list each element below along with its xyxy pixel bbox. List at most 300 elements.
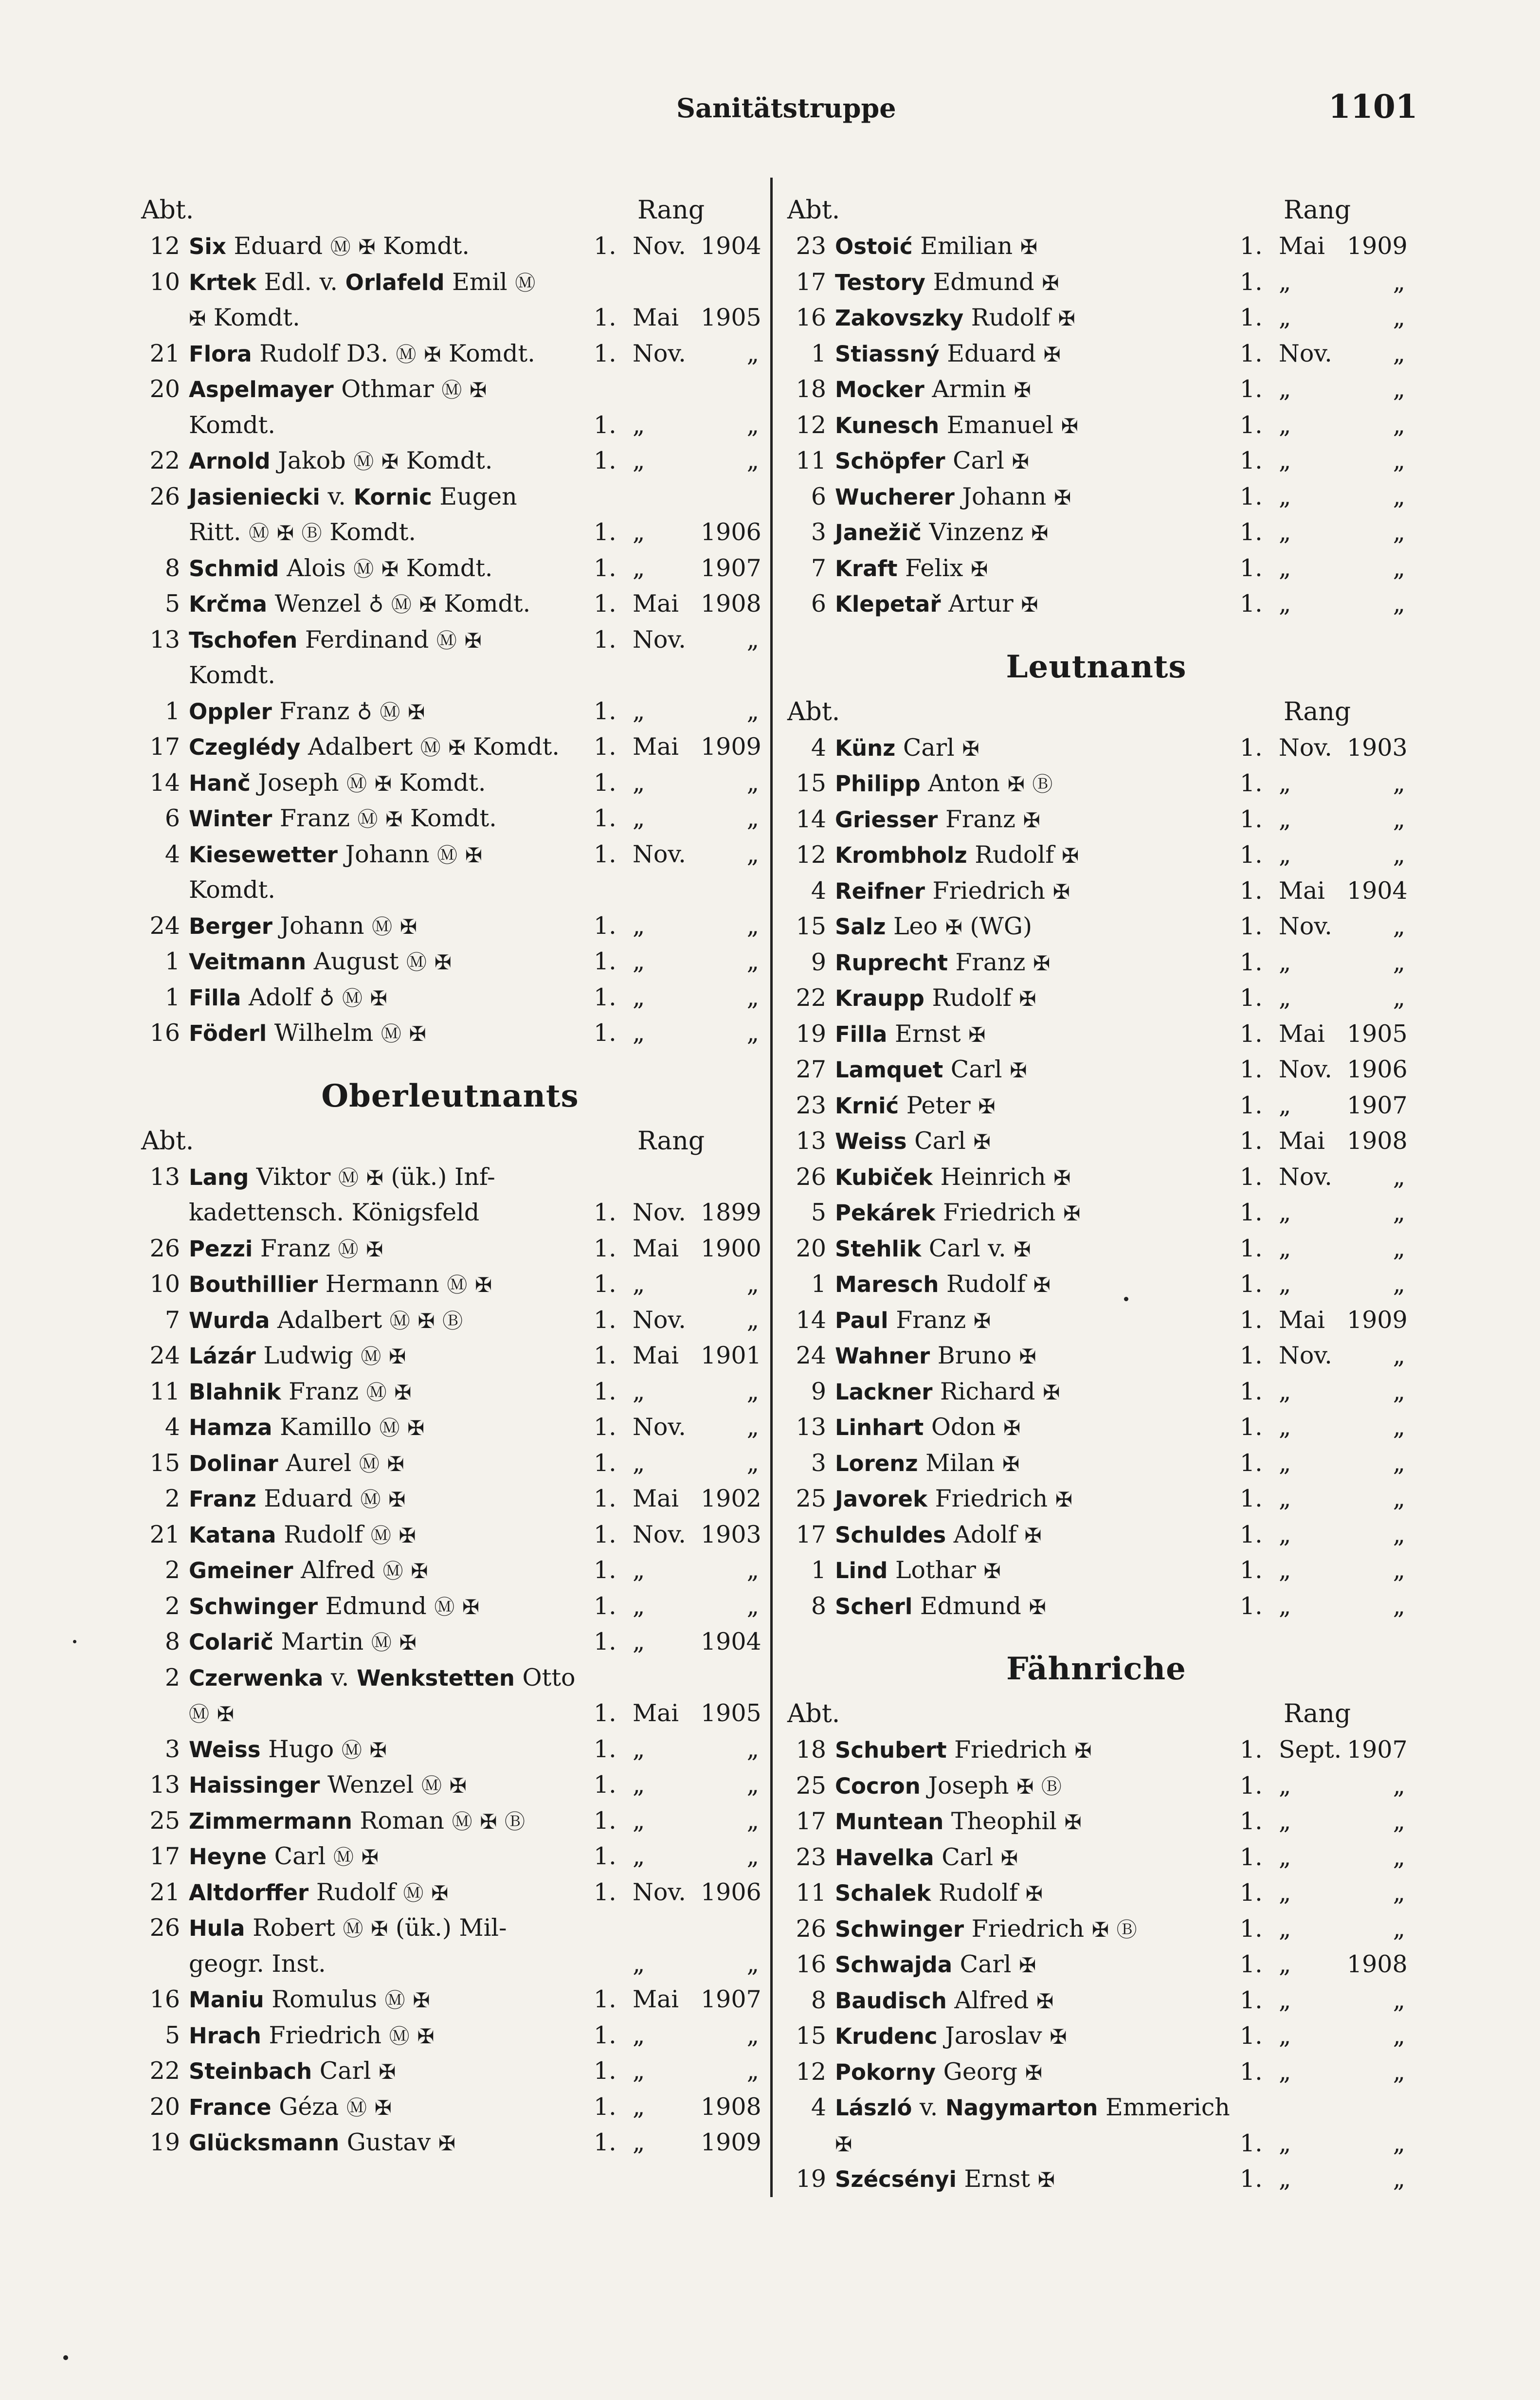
officer-name	[835, 336, 1061, 373]
rank-date	[1240, 837, 1405, 873]
rank-day: 1.	[1240, 912, 1263, 940]
continuation-text	[189, 657, 275, 693]
rank-year: „	[1393, 268, 1405, 296]
surname-part: Nagymarton	[945, 2095, 1098, 2121]
given-name: Jakob	[278, 447, 346, 474]
division-number: 6	[811, 482, 826, 510]
m-circle-icon: Ⓜ	[380, 700, 400, 724]
rank-year: „	[1393, 482, 1405, 510]
division-number: 4	[811, 876, 826, 905]
rank-day: 1.	[594, 911, 616, 940]
cross-decoration-icon: ✠	[407, 1416, 425, 1440]
given-name: Friedrich	[269, 2021, 382, 2049]
entry-note: Komdt.	[383, 232, 470, 260]
list-item	[131, 1588, 769, 1624]
entry-note: Komdt.	[406, 554, 493, 582]
cross-decoration-icon: ✠	[1019, 987, 1036, 1011]
rank-day: 1.	[594, 1377, 616, 1405]
cross-decoration-icon: ✠	[381, 450, 399, 473]
division-number: 24	[149, 1342, 180, 1369]
rank-day: 1.	[594, 1771, 616, 1799]
rank-date	[594, 1624, 759, 1660]
division-number: 2	[164, 1556, 180, 1584]
cross-decoration-icon: ✠	[1029, 1595, 1046, 1619]
rank-year: „	[1393, 554, 1405, 582]
cross-decoration-icon: ✠	[1050, 2025, 1067, 2049]
rank-day: 1.	[1240, 841, 1263, 869]
given-name: Alois	[287, 554, 346, 582]
surname: Weiss	[835, 1128, 907, 1154]
list-item	[131, 1445, 769, 1481]
list-item	[778, 1875, 1415, 1911]
rank-year: 1908	[701, 2092, 761, 2121]
rank-month: „	[1279, 268, 1291, 296]
rank-year: „	[1393, 304, 1405, 331]
officer-name	[835, 1302, 991, 1339]
rank-year: „	[1393, 912, 1405, 940]
m-circle-icon: Ⓜ	[338, 1237, 359, 1261]
rank-day: 1.	[1240, 1270, 1263, 1298]
rank-day: 1.	[1240, 805, 1263, 833]
officer-name	[835, 479, 1071, 516]
list-item	[131, 2018, 769, 2054]
continuation-text	[189, 514, 416, 551]
list-item	[778, 1911, 1415, 1947]
rank-year: „	[1393, 1807, 1405, 1835]
surname: Arnold	[189, 448, 271, 474]
continuation-text	[189, 407, 275, 443]
given-name: Carl	[950, 1055, 1002, 1083]
continuation-label: Komdt.	[189, 661, 275, 689]
officer-name	[189, 550, 492, 587]
rank-year: 1908	[701, 590, 761, 618]
officer-name	[189, 1445, 404, 1482]
officer-name	[835, 1552, 1001, 1589]
given-name: Wilhelm	[274, 1019, 374, 1047]
officer-name	[189, 1588, 479, 1625]
rank-month: Nov.	[1279, 339, 1332, 367]
section-title: Fähnriche	[1006, 1651, 1186, 1687]
rank-year: „	[1393, 1771, 1405, 1800]
list-item	[778, 1159, 1415, 1195]
division-number: 10	[149, 268, 180, 296]
rank-month: Mai	[633, 1342, 679, 1369]
rank-month: „	[1279, 1234, 1291, 1262]
rank-date	[1240, 765, 1405, 801]
rank-date	[594, 2053, 759, 2089]
rank-date	[594, 836, 759, 873]
rank-day: 1.	[1240, 733, 1263, 762]
list-item	[131, 1803, 769, 1839]
list-item	[778, 1946, 1415, 1982]
rank-day: 1.	[594, 2092, 616, 2121]
officer-name	[835, 514, 1048, 551]
rank-date	[594, 1695, 759, 1731]
cross-decoration-icon: ✠	[1061, 844, 1079, 868]
rank-year: 1900	[701, 1234, 761, 1262]
list-item-continuation	[131, 1946, 769, 1982]
rank-year: „	[1393, 769, 1405, 797]
given-name: Anton	[928, 769, 1000, 797]
surname: Kraft	[835, 555, 898, 582]
division-number: 13	[796, 1413, 826, 1441]
rank-year: „	[746, 1413, 759, 1441]
cross-decoration-icon: ✠	[407, 700, 425, 724]
list-item	[131, 1660, 769, 1696]
surname: Jasieniecki	[189, 484, 320, 510]
list-item-continuation	[131, 514, 769, 550]
rank-month: Nov.	[633, 1878, 686, 1906]
cross-decoration-icon: ✠	[417, 1309, 435, 1333]
rank-year: „	[1393, 984, 1405, 1012]
print-speck	[63, 2355, 68, 2360]
cross-decoration-icon: ✠	[1063, 1201, 1081, 1225]
rank-date	[594, 443, 759, 479]
list-item	[778, 1374, 1415, 1410]
surname: Havelka	[835, 1844, 934, 1871]
list-item	[778, 1839, 1415, 1875]
surname: Weiss	[189, 1736, 261, 1763]
list-item	[131, 1767, 769, 1803]
rank-month: „	[633, 983, 645, 1011]
list-item-continuation	[131, 300, 769, 336]
rank-month: „	[633, 1842, 645, 1870]
surname: Dolinar	[189, 1450, 278, 1476]
given-name: Aurel	[286, 1449, 352, 1477]
officer-name	[189, 1231, 383, 1268]
surname: Franz	[189, 1486, 256, 1512]
given-name: Franz	[955, 948, 1026, 976]
given-name: Georg	[943, 2057, 1018, 2086]
division-number: 11	[796, 447, 826, 474]
rank-day: 1.	[1240, 1055, 1263, 1083]
rank-date	[594, 729, 759, 765]
division-number: 15	[796, 912, 826, 940]
m-circle-icon: Ⓜ	[366, 1380, 387, 1404]
rank-month: „	[633, 768, 645, 797]
rank-date	[1240, 228, 1408, 264]
cross-decoration-icon: ✠	[1054, 485, 1071, 509]
given-name: Rudolf	[946, 1270, 1026, 1298]
rank-day: 1.	[1240, 447, 1263, 474]
rank-month: „	[1279, 411, 1291, 439]
officer-name	[835, 443, 1029, 480]
rank-date	[594, 1517, 759, 1553]
rank-year: „	[746, 1771, 759, 1799]
rank-date	[594, 514, 759, 550]
rank-year: „	[746, 1449, 759, 1477]
given-name-part: Eugen	[439, 482, 517, 510]
officer-name	[835, 1123, 991, 1160]
officer-name	[189, 2125, 455, 2162]
rank-day: 1.	[1240, 1520, 1263, 1548]
rank-date	[1240, 1552, 1405, 1588]
rank-month: „	[1279, 1520, 1291, 1548]
division-number: 4	[164, 840, 180, 868]
rank-year: „	[746, 1842, 759, 1870]
given-name: Kamillo	[280, 1413, 372, 1441]
b-circle-icon: Ⓑ	[1032, 772, 1053, 796]
m-circle-icon: Ⓜ	[359, 1452, 380, 1476]
given-name: Vinzenz	[929, 518, 1024, 546]
surname: Ostoić	[835, 234, 913, 259]
rank-date	[594, 1338, 759, 1374]
rank-year: „	[746, 983, 759, 1011]
list-item	[131, 729, 769, 765]
rank-date	[1240, 1982, 1405, 2018]
officer-name	[835, 1946, 1036, 1983]
section-title: Leutnants	[1006, 648, 1187, 685]
division-number: 7	[164, 1306, 180, 1334]
surname: Pekárek	[835, 1200, 936, 1226]
surname: Czerwenka	[189, 1665, 324, 1691]
rank-month: „	[1279, 447, 1291, 474]
division-number: 10	[149, 1270, 180, 1298]
surname: Aspelmayer	[189, 377, 334, 402]
cross-decoration-icon: ✠	[449, 1774, 467, 1798]
m-circle-icon: Ⓜ	[370, 1523, 391, 1547]
rank-date	[1240, 407, 1405, 443]
cross-decoration-icon: ✠	[1007, 772, 1025, 796]
officer-name	[835, 945, 1050, 982]
list-item	[131, 1481, 769, 1517]
rank-day: 1.	[1240, 876, 1263, 905]
given-name: August	[313, 947, 399, 975]
rank-day: 1.	[1240, 769, 1263, 797]
officer-name	[835, 2090, 1230, 2126]
list-item	[131, 1374, 769, 1410]
list-item	[131, 1409, 769, 1445]
cross-decoration-icon: ✠	[1033, 951, 1051, 975]
given-name: Carl	[960, 1950, 1012, 1978]
rank-date	[594, 908, 759, 944]
officer-name	[189, 1982, 430, 2018]
rank-year: 1905	[701, 304, 761, 331]
cross-decoration-icon: ✠	[379, 2060, 396, 2084]
rank-year: 1904	[1347, 876, 1408, 905]
given-name: Eduard	[947, 339, 1036, 367]
given-name-part: Emil	[452, 268, 507, 296]
rank-year: „	[1393, 375, 1405, 403]
column-header	[778, 694, 1415, 730]
rank-date	[1240, 371, 1405, 407]
cross-decoration-icon: ✠	[361, 1845, 379, 1869]
rank-date	[1240, 1839, 1405, 1875]
rank-day: 1.	[594, 1806, 616, 1835]
rank-day: 1.	[594, 1699, 616, 1727]
rank-year: 1907	[1347, 1736, 1408, 1764]
surname: Wahner	[835, 1343, 930, 1369]
list-item	[778, 1517, 1415, 1553]
officer-name	[835, 264, 1059, 301]
officer-name	[189, 1767, 467, 1804]
rank-month: „	[633, 697, 645, 725]
rank-year: „	[1393, 1914, 1405, 1943]
cross-decoration-icon: ✠	[945, 915, 962, 939]
division-number: 1	[811, 1270, 826, 1298]
surname: Klepetař	[835, 591, 941, 617]
rank-month: „	[1279, 1771, 1291, 1800]
rank-date	[1240, 2126, 1405, 2162]
rank-month: „	[1279, 1950, 1291, 1978]
rank-date	[1240, 1732, 1408, 1768]
officer-name	[835, 2161, 1055, 2198]
rank-month: „	[633, 1449, 645, 1477]
rank-month: Sept.	[1279, 1736, 1342, 1764]
rank-month: „	[633, 1806, 645, 1835]
rank-year: 1903	[701, 1520, 761, 1548]
surname: Lackner	[835, 1379, 933, 1405]
rank-day: 1.	[594, 1628, 616, 1655]
m-circle-icon: Ⓜ	[341, 1738, 362, 1762]
rank-day: 1.	[1240, 1449, 1263, 1477]
column-header-rang: Rang	[637, 196, 705, 225]
rank-month: Mai	[633, 1699, 679, 1727]
given-name-part: Emmerich	[1105, 2093, 1230, 2121]
rank-year: „	[746, 339, 759, 367]
division-number: 25	[149, 1806, 180, 1835]
rank-month: „	[633, 1019, 645, 1047]
rank-year: „	[1393, 948, 1405, 976]
given-name: Armin	[932, 375, 1006, 403]
list-item	[778, 909, 1415, 945]
division-number: 21	[149, 1878, 180, 1906]
column-header	[778, 1696, 1415, 1732]
rank-date	[594, 1195, 759, 1231]
rank-year: „	[1393, 1879, 1405, 1907]
officer-name	[189, 1015, 426, 1052]
officer-name	[835, 909, 1032, 945]
cross-decoration-icon: ✠	[1012, 450, 1029, 473]
rank-day: 1.	[1240, 1771, 1263, 1800]
rank-month: „	[633, 1592, 645, 1620]
given-name: Joseph	[928, 1771, 1009, 1800]
m-circle-icon: Ⓜ	[333, 1845, 354, 1869]
m-circle-icon: Ⓜ	[420, 736, 441, 760]
given-name: Edl. v.	[264, 268, 338, 296]
list-item-continuation	[778, 2126, 1415, 2162]
surname: Stiassný	[835, 341, 940, 367]
division-number: 19	[149, 2128, 180, 2156]
officer-name	[835, 300, 1075, 337]
rank-day: 1.	[1240, 1914, 1263, 1943]
rank-month: „	[1279, 1986, 1291, 2014]
rank-date	[1240, 1768, 1405, 1804]
continuation-label: Komdt.	[189, 876, 275, 904]
given-name: Friedrich	[954, 1736, 1067, 1764]
rank-year: „	[746, 1019, 759, 1047]
officer-name	[835, 1911, 1137, 1948]
surname: Gmeiner	[189, 1558, 293, 1583]
given-name: Wenzel	[274, 590, 361, 618]
list-item	[131, 1159, 769, 1195]
rank-date	[594, 1982, 759, 2018]
division-number: 9	[811, 1377, 826, 1405]
list-item	[778, 1803, 1415, 1839]
given-name: Martin	[281, 1628, 364, 1655]
cross-decoration-icon: ✠	[1023, 808, 1040, 832]
given-name: Ernst	[894, 1019, 961, 1048]
officer-name	[189, 1874, 448, 1911]
division-number: 12	[149, 232, 180, 260]
rank-month: Nov.	[1279, 1055, 1332, 1083]
right-column	[778, 192, 1415, 2197]
division-number: 24	[796, 1342, 826, 1369]
cross-decoration-icon: ✠	[385, 807, 403, 831]
division-number: 16	[149, 1985, 180, 2013]
division-number: 26	[796, 1163, 826, 1191]
rank-date	[594, 1302, 759, 1338]
rank-year: „	[1393, 1592, 1405, 1620]
rank-month: „	[1279, 984, 1291, 1012]
cross-decoration-icon: ✠	[978, 1094, 996, 1118]
rank-month: Nov.	[633, 1413, 686, 1441]
officer-name	[189, 765, 486, 802]
rank-date	[594, 1015, 759, 1051]
rank-year: 1907	[1347, 1091, 1408, 1119]
rank-year: 1901	[701, 1342, 761, 1369]
rank-month: „	[1279, 1413, 1291, 1441]
division-number: 21	[149, 339, 180, 367]
cross-decoration-icon: ✠	[438, 2131, 455, 2155]
cross-decoration-icon: ✠	[1019, 1345, 1036, 1368]
officer-name	[835, 1732, 1092, 1769]
rank-month: „	[633, 1377, 645, 1405]
rank-year: „	[1393, 590, 1405, 618]
list-item	[778, 407, 1415, 443]
cross-decoration-icon: ✠	[1074, 1739, 1092, 1763]
rank-day: 1.	[1240, 1413, 1263, 1441]
rank-month: „	[1279, 1270, 1291, 1298]
given-name: Friedrich	[971, 1914, 1085, 1943]
list-item	[778, 1016, 1415, 1052]
list-item	[778, 1338, 1415, 1374]
cross-decoration-icon: ✠	[387, 1452, 404, 1476]
list-item	[131, 1910, 769, 1946]
rank-month: Nov.	[633, 1520, 686, 1548]
list-item	[131, 2089, 769, 2125]
rank-month: Mai	[633, 590, 679, 618]
column-header	[778, 192, 1415, 228]
rank-month: Mai	[633, 1234, 679, 1262]
rank-day: 1.	[1240, 232, 1263, 260]
m-circle-icon: Ⓜ	[391, 593, 412, 617]
m-circle-icon: Ⓜ	[342, 986, 362, 1010]
entry-note: Komdt.	[406, 447, 493, 474]
division-number: 1	[164, 697, 180, 725]
cross-decoration-icon: ✠	[358, 235, 376, 259]
column-header-rang: Rang	[1284, 697, 1351, 727]
list-item	[778, 300, 1415, 336]
rank-day: 1.	[594, 983, 616, 1011]
rank-month: „	[1279, 2129, 1291, 2157]
division-number: 8	[164, 554, 180, 582]
rank-date	[1240, 909, 1405, 945]
rank-year: 1906	[701, 1878, 761, 1906]
given-name: v.	[330, 1663, 349, 1691]
rank-day: 1.	[1240, 1950, 1263, 1978]
rank-date	[1240, 1088, 1408, 1124]
m-circle-icon: Ⓜ	[372, 914, 393, 939]
division-number: 14	[149, 768, 180, 797]
m-circle-icon: Ⓜ	[384, 1988, 405, 2012]
rank-date	[594, 1374, 759, 1410]
officer-name	[189, 1731, 387, 1768]
surname: Salz	[835, 914, 886, 940]
cross-decoration-icon: ✠	[1064, 1810, 1082, 1834]
given-name: Rudolf	[975, 841, 1054, 869]
surname: Glücksmann	[189, 2130, 340, 2156]
